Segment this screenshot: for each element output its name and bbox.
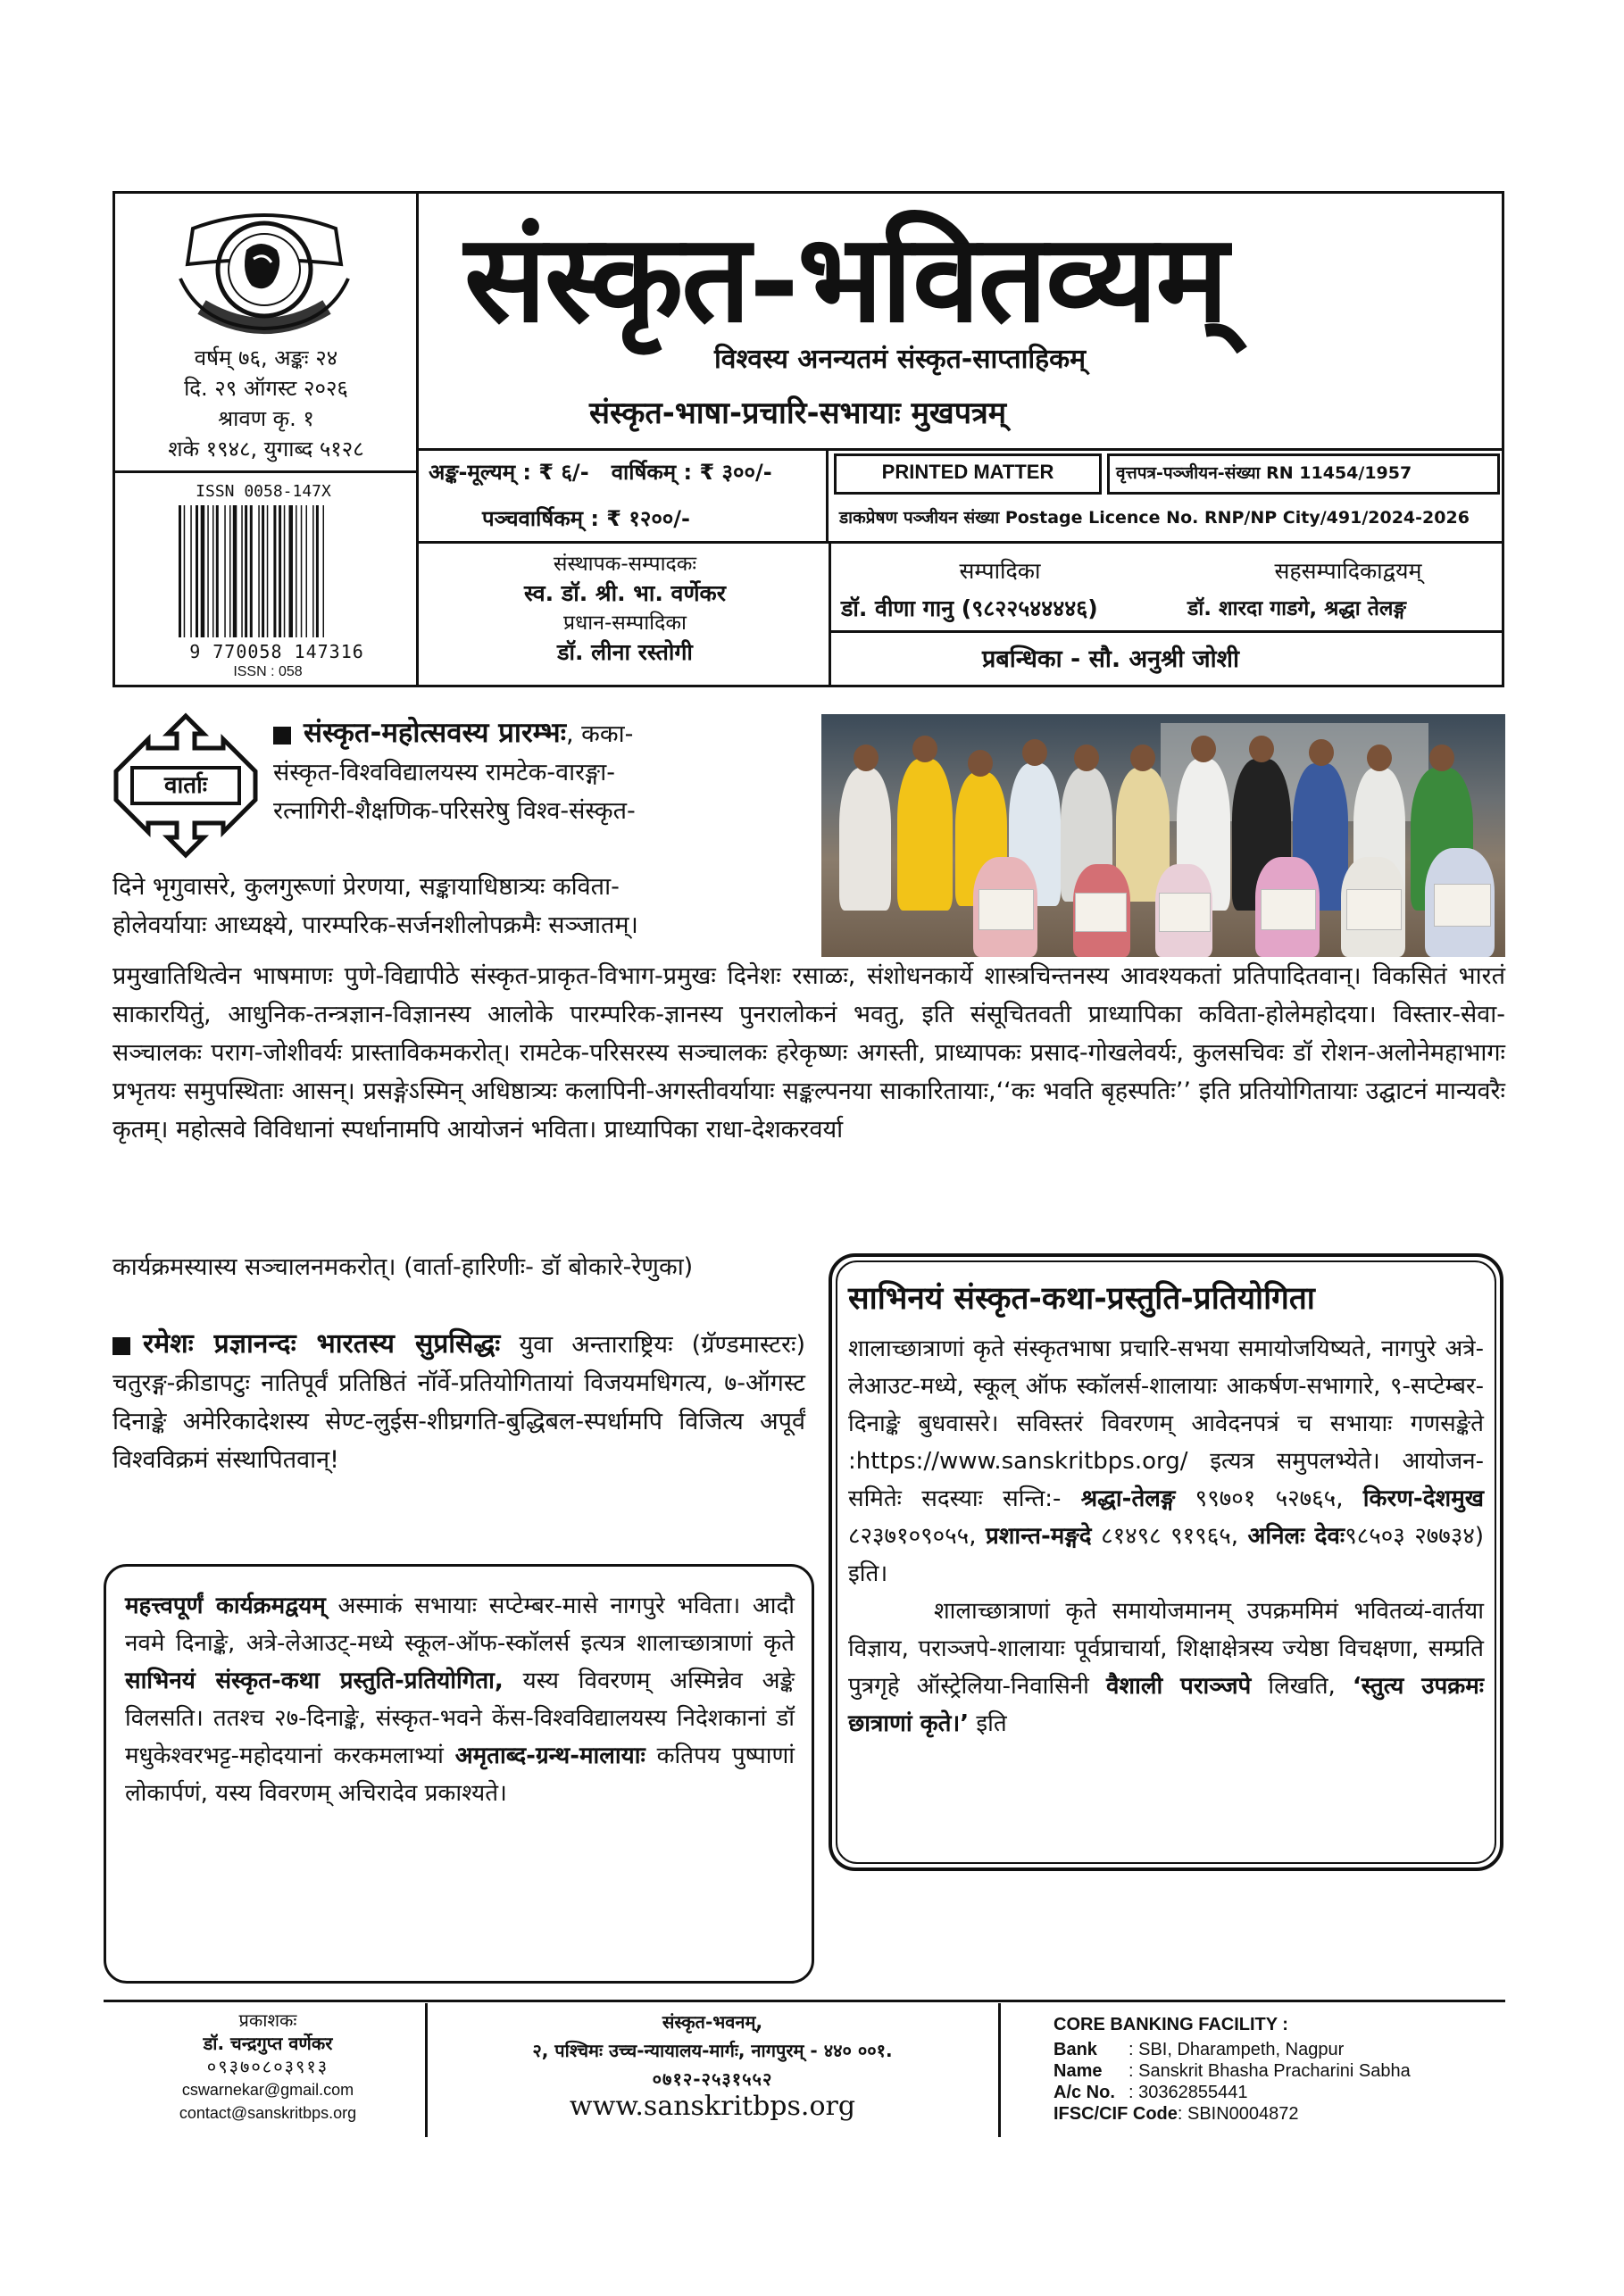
bank-row bbox=[1054, 2060, 1500, 2082]
competition-body-part: इति bbox=[969, 1710, 1007, 1737]
bank-row-value: : SBI, Dharampeth, Nagpur bbox=[1128, 2040, 1345, 2059]
bank-row bbox=[1054, 2039, 1500, 2060]
competition-body-part: शालाच्छात्राणां कृते संस्कृतभाषा प्रचारि-सभया समायोजयिष्यते, नागपुरे अत्रे-लेआउट-मध्ये, स्कूल् ऑफ स्कॉलर्स-शालायाः आकर्षण-सभागारे, ९-सप्टेम्बर-दिनाङ्के बुधवासरे। सविस्तरं विवरणम् आवेदनपत्रं च सभायाः गणसङ्केते :https://www.sanskritbps.org/ इत्यत्र समुपलभ्येते। आयोजन-समितेः सदस्याः सन्ति:- bbox=[848, 1335, 1484, 1512]
competition-quote: ‘स्तुत्य उपक्रमः छात्राणां कृते।’ bbox=[848, 1673, 1484, 1737]
bank-row-value: : 30362855441 bbox=[1128, 2083, 1248, 2102]
chief-editor-label: प्रधान-सम्पादिका bbox=[563, 611, 687, 635]
contact-name: प्रशान्त-मङ्गदे bbox=[985, 1523, 1092, 1550]
coeditors-names: डॉ. शारदा गाडगे, श्रद्धा तेलङ्ग bbox=[1187, 597, 1406, 620]
footer-rule bbox=[104, 2000, 1505, 2002]
contact-number: ८२३७१०९०५५, bbox=[848, 1523, 986, 1550]
bank-row-value: : Sanskrit Bhasha Pracharini Sabha bbox=[1128, 2061, 1411, 2081]
address-block bbox=[434, 2010, 991, 2123]
email-link[interactable]: contact@sanskritbps.org bbox=[179, 2104, 357, 2122]
bank-row bbox=[1054, 2103, 1500, 2125]
contact-name: श्रद्धा-तेलङ्ग bbox=[1080, 1485, 1176, 1512]
five-year-price: पञ्चवार्षिकम् : ₹ १२००/- bbox=[482, 506, 691, 531]
issn-top: ISSN 0058-147X bbox=[196, 482, 331, 501]
news-item-1-lead-line: रत्नागिरी-शैक्षणिक-परिसरेषु विश्व-संस्कृत- bbox=[273, 797, 636, 825]
barcode-number: 9 770058 147316 bbox=[189, 641, 364, 662]
publisher-block bbox=[125, 2009, 411, 2125]
issn-bottom: ISSN : 058 bbox=[233, 664, 303, 679]
mouthpiece: संस्कृत-भाषा-प्रचारि-सभायाः मुखपत्रम् bbox=[589, 395, 1007, 431]
barcode bbox=[175, 505, 371, 639]
coeditors-label: सहसम्पादिकाद्वयम् bbox=[1274, 558, 1422, 584]
news-item-1-body: प्रमुखातिथित्वेन भाषमाणः पुणे-विद्यापीठे संस्कृत-प्राकृत-विभाग-प्रमुखः दिनेशः रसाळः, संशोधनकार्ये शास्त्रचिन्तनस्य आवश्यकतां प्रतिपादितवान्। विकसितं भारतं साकारयितुं, आधुनिक-तन्त्रज्ञान-विज्ञानस्य आलोके पारम्परिक-ज्ञानस्य पुनरालोकनं भवतु, इति संसूचितवती प्राध्यापिका कविता-होलेमहोदया। विस्तार-सेवा-सञ्चालकः पराग-जोशीवर्यः प्रास्ताविकमकरोत्। रामटेक-परिसरस्य सञ्चालकः हरेकृष्णः अगस्ती, प्राध्यापकः प्रसाद-गोखलेवर्यः, कुलसचिवः डॉ रोशन-अलोनेमहाभागः प्रभृतयः समुपस्थिताः आसन्। प्रसङ्गेऽस्मिन् अधिष्ठात्र्यः कलापिनी-अगस्तीवर्यायाः सङ्कल्पनया साकारितायाः,‘‘कः भवति बृहस्पतिः’’ इति प्रतियोगितायाः उद्घाटनं मान्यवरैः कृतम्। महोत्सवे विविधानां स्पर्धानामपि आयोजनं भविता। प्राध्यापिका राधा-देशकरवर्या bbox=[112, 962, 1505, 1144]
news-item-2-body: युवा अन्ताराष्ट्रियः (ग्रॅण्डमास्टरः) चतुरङ्ग-क्रीडापटुः नातिपूर्वं प्रतिष्ठितं नॉर्वे-प्रतियोगितायां विजयमधिगत्य, ७-ऑगस्ट दिनाङ्के अमेरिकादेशस्य सेण्ट-लुईस-शीघ्रगति-बुद्धिबल-स्पर्धामपि विजित्य अपूर्वं विश्वविक्रमं संस्थापितवान्! bbox=[112, 1331, 805, 1474]
issue-info bbox=[123, 343, 409, 464]
website-link[interactable]: www.sanskritbps.org bbox=[569, 2091, 856, 2122]
news-item-1-lead-line: , कका- bbox=[565, 720, 634, 748]
manager: प्रबन्धिका - सौ. अनुश्री जोशी bbox=[982, 645, 1239, 673]
footer-divider-2 bbox=[998, 2003, 1001, 2137]
news-item-1-lead-line: होलेवर्यायाः आध्यक्ष्ये, पारम्परिक-सर्जनशीलोपक्रमैः सञ्जातम्। bbox=[112, 911, 638, 939]
contact-name: किरण-देशमुख bbox=[1362, 1485, 1485, 1512]
editor-divider bbox=[829, 630, 1504, 633]
editor-name: डॉ. वीणा गानु (९८२२५४४४४६) bbox=[841, 595, 1098, 621]
news-item-1-lead bbox=[273, 714, 809, 830]
programs-text-bold: अमृताब्द-ग्रन्थ-मालायाः bbox=[454, 1743, 645, 1769]
competition-body bbox=[848, 1330, 1484, 1743]
news-item-2-heading: रमेशः प्रज्ञानन्दः भारतस्य सुप्रसिद्धः bbox=[143, 1328, 501, 1360]
news-item-2 bbox=[112, 1325, 805, 1479]
email-link[interactable]: cswarnekar@gmail.com bbox=[181, 2081, 354, 2099]
masthead-left-divider bbox=[416, 191, 419, 687]
news-photo bbox=[821, 714, 1505, 957]
masthead-title: संस्कृत-भवितव्यम् bbox=[464, 207, 1227, 350]
founder-label: संस्थापक-सम्पादकः bbox=[553, 553, 697, 576]
bank-block bbox=[1054, 2014, 1500, 2125]
issue-line: श्रावण कृ. १ bbox=[218, 406, 314, 431]
bank-row-label: Bank bbox=[1054, 2040, 1097, 2059]
registration: वृत्तपत्र-पञ्जीयन-संख्या RN 11454/1957 bbox=[1116, 463, 1412, 483]
news-item-1-heading: संस्कृत-महोत्सवस्य प्रारम्भः bbox=[304, 717, 566, 749]
editor-label: सम्पादिका bbox=[959, 558, 1041, 584]
contact-number: ९९७०१ ५२७६५, bbox=[1175, 1485, 1363, 1512]
sabha-logo bbox=[175, 211, 354, 341]
bank-row-value: : SBIN0004872 bbox=[1177, 2104, 1299, 2124]
news-badge bbox=[112, 712, 259, 859]
issue-line: शके १९४८, युगाब्द ५१२८ bbox=[168, 437, 364, 462]
competition-body-part: शालाच्छात्राणां कृते समायोजमानम् उपक्रममिमं भवितव्यं-वार्तया विज्ञाय, पराञ्जपे-शालायाः पूर्वप्राचार्या, शिक्षाक्षेत्रस्य ज्येष्ठा विचक्षणा, सम्प्रति पुत्रगृहे ऑस्ट्रेलिया-निवासिनी bbox=[848, 1598, 1484, 1700]
programs-text-part: कतिपय पुष्पाणां लोकार्पणं, यस्य विवरणम् अचिरादेव प्रकाश्यते। bbox=[125, 1743, 795, 1807]
chief-editor-name: डॉ. लीना रस्तोगी bbox=[557, 639, 693, 665]
issue-line: दि. २९ ऑगस्ट २०२६ bbox=[184, 376, 348, 401]
masthead-subtitle: विश्वस्य अनन्यतमं संस्कृत-साप्ताहिकम् bbox=[714, 344, 1087, 375]
bank-title: CORE BANKING FACILITY : bbox=[1054, 2015, 1288, 2034]
competition-author: वैशाली पराञ्जपे bbox=[1105, 1673, 1252, 1700]
publisher-phone: ०९३७०८०३९१३ bbox=[206, 2056, 329, 2077]
header-divider-2 bbox=[416, 541, 1504, 544]
contact-number: ९८५०३ २७७३४) इति। bbox=[848, 1523, 1485, 1587]
programs-text-bold: साभिनयं संस्कृत-कथा प्रस्तुति-प्रतियोगिता, bbox=[125, 1668, 504, 1694]
staff-divider bbox=[829, 541, 831, 687]
bank-row-label: IFSC/CIF Code bbox=[1054, 2104, 1178, 2124]
contact-number: ८१४९८ ९१९६५, bbox=[1091, 1523, 1248, 1550]
news-item-1-lead-wide bbox=[112, 868, 809, 944]
address-title: संस्कृत-भवनम्, bbox=[662, 2011, 763, 2033]
founder-block bbox=[429, 550, 821, 668]
bullet-square bbox=[273, 727, 291, 745]
news-item-1-tail: कार्यक्रमस्यास्य सञ्चालनमकरोत्। (वार्ता-हारिणीः- डॉ बोकारे-रेणुका) bbox=[112, 1253, 694, 1281]
programs-text-part: यस्य विवरणम् अस्मिन्नेव अङ्के विलसति। ततश्च २७-दिनाङ्के, संस्कृत-भवने केंस-विश्वविद्यालयस्य निदेशकानां डॉ मधुकेश्वरभट्ट-महोदयानां करकमलाभ्यां bbox=[125, 1668, 795, 1769]
contact-name: अनिलः देवः bbox=[1247, 1523, 1345, 1550]
news-item-1-lead-line: दिने भृगुवासरे, कुलगुरूणां प्रेरणया, सङ्कायाधिष्ठात्र्यः कविता- bbox=[112, 873, 620, 901]
footer-divider-1 bbox=[425, 2003, 428, 2137]
competition-body-part: लिखति, bbox=[1251, 1673, 1353, 1700]
programs-text bbox=[125, 1587, 795, 1812]
competition-title: साभिनयं संस्कृत-कथा-प्रस्तुति-प्रतियोगिता bbox=[848, 1281, 1315, 1317]
publisher-name: डॉ. चन्द्रगुप्त वर्णेकर bbox=[203, 2033, 333, 2054]
bank-row bbox=[1054, 2082, 1500, 2103]
address-phone: ०७१२-२५३१५५२ bbox=[652, 2068, 773, 2090]
bank-row-label: Name bbox=[1054, 2061, 1103, 2081]
issue-divider bbox=[112, 470, 419, 473]
bullet-square bbox=[112, 1337, 130, 1355]
news-badge-label: वार्ताः bbox=[164, 772, 207, 799]
programs-text-part: अस्माकं सभायाः सप्टेम्बर-मासे नागपुरे भविता। आदौ नवमे दिनाङ्के, अत्रे-लेआउट्-मध्ये स्कूल-ऑफ-स्कॉलर्स इत्यत्र शालाच्छात्राणां कृते bbox=[125, 1593, 795, 1657]
price-line: अङ्क-मूल्यम् : ₹ ६/- वार्षिकम् : ₹ ३००/- bbox=[429, 460, 772, 485]
competition-paragraph-2 bbox=[848, 1593, 1484, 1743]
issue-line: वर्षम् ७६, अङ्कः २४ bbox=[194, 345, 338, 370]
founder-name: स्व. डॉ. श्री. भा. वर्णेकर bbox=[524, 580, 726, 606]
news-item-1-lead-line: संस्कृत-विश्वविद्यालयस्य रामटेक-वारङ्गा- bbox=[273, 759, 615, 786]
bank-row-label: A/c No. bbox=[1054, 2083, 1115, 2102]
postal-licence: डाकप्रेषण पञ्जीयन संख्या Postage Licence No. RNP/NP City/491/2024-2026 bbox=[839, 508, 1470, 528]
publisher-label: प्रकाशकः bbox=[238, 2009, 297, 2031]
address-line: २, पश्चिमः उच्च-न्यायालय-मार्गः, नागपुरम् - ४४० ००१. bbox=[532, 2040, 893, 2061]
printed-matter: PRINTED MATTER bbox=[881, 461, 1054, 483]
programs-lead: महत्त्वपूर्णं कार्यक्रमद्वयम् bbox=[125, 1593, 326, 1619]
